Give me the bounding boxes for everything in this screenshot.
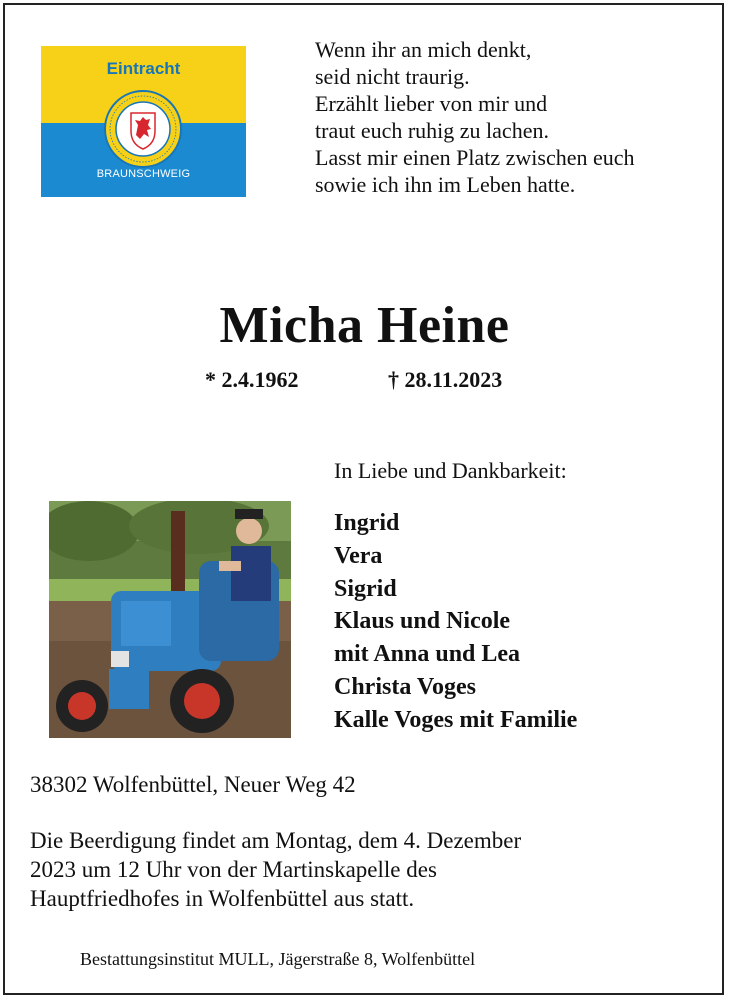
mourner-name: Klaus und Nicole bbox=[334, 608, 511, 635]
poem-line: Wenn ihr an mich denkt, bbox=[315, 37, 532, 62]
logo-top-text: Eintracht bbox=[106, 59, 181, 78]
family-address: 38302 Wolfenbüttel, Neuer Weg 42 bbox=[30, 772, 356, 797]
tractor-photo bbox=[49, 501, 291, 738]
poem-line: seid nicht traurig. bbox=[315, 64, 470, 89]
deceased-name: Micha Heine bbox=[219, 297, 510, 354]
poem-line: Lasst mir einen Platz zwischen euch bbox=[315, 145, 635, 170]
death-date: † 28.11.2023 bbox=[388, 367, 503, 392]
mourner-name: Vera bbox=[334, 542, 383, 569]
mourner-name: Kalle Voges mit Familie bbox=[334, 706, 578, 733]
birth-date: * 2.4.1962 bbox=[205, 367, 299, 392]
undertaker-line: Bestattungsinstitut MULL, Jägerstraße 8, Wolfenbüttel bbox=[80, 949, 476, 969]
poem bbox=[315, 36, 715, 198]
mourner-name: mit Anna und Lea bbox=[334, 641, 521, 668]
gratitude-line: In Liebe und Dankbarkeit: bbox=[334, 458, 567, 483]
mourner-name: Ingrid bbox=[334, 510, 400, 536]
mourner-name: Christa Voges bbox=[334, 673, 477, 700]
club-logo bbox=[41, 46, 246, 197]
poem-line: Erzählt lieber von mir und bbox=[315, 91, 548, 116]
funeral-line: Hauptfriedhofes in Wolfenbüttel aus statt. bbox=[30, 886, 415, 911]
funeral-line: Die Beerdigung findet am Montag, dem 4. Dezember bbox=[30, 828, 522, 853]
funeral-line: 2023 um 12 Uhr von der Martinskapelle des bbox=[30, 857, 437, 882]
tractor-photo-illustration bbox=[49, 501, 291, 738]
mourner-name: Sigrid bbox=[334, 575, 397, 602]
logo-bottom-text: BRAUNSCHWEIG bbox=[96, 168, 191, 180]
funeral-details bbox=[30, 826, 521, 913]
poem-line: traut euch ruhig zu lachen. bbox=[315, 118, 549, 143]
mourners-list bbox=[334, 507, 577, 737]
poem-line: sowie ich ihn im Leben hatte. bbox=[315, 172, 576, 197]
lion-crest-icon bbox=[103, 89, 183, 169]
